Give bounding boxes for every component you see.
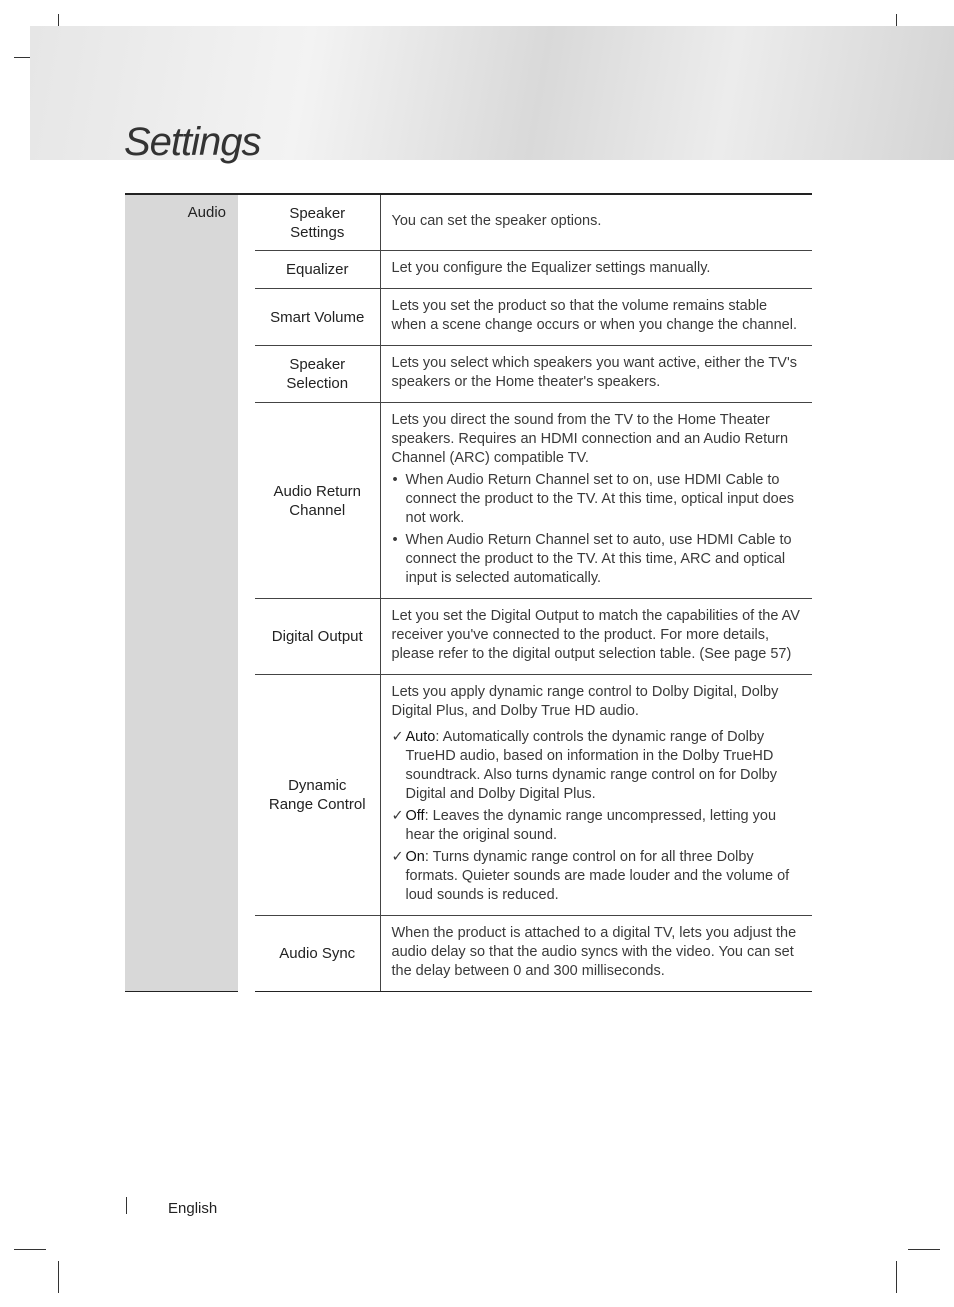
settings-table bbox=[125, 193, 812, 992]
option-item bbox=[392, 728, 803, 804]
option-item bbox=[392, 848, 803, 905]
item-cell: Smart Volume bbox=[255, 289, 380, 346]
checkmark-icon: ✓ bbox=[391, 729, 404, 745]
footer-language: English bbox=[168, 1200, 218, 1217]
description-cell bbox=[380, 675, 812, 916]
item-cell: Speaker Settings bbox=[255, 194, 380, 251]
option-term: Off bbox=[405, 808, 425, 824]
crop-mark bbox=[896, 1261, 897, 1293]
page-title: Settings bbox=[124, 120, 261, 164]
item-cell: Digital Output bbox=[255, 599, 380, 675]
description-cell: Lets you select which speakers you want active, either the TV's speakers or the Home theater's speakers. bbox=[380, 346, 812, 403]
description-cell: When the product is attached to a digital TV, lets you adjust the audio delay so that the audio syncs with the video. You can set the delay between 0 and 300 milliseconds. bbox=[380, 916, 812, 992]
table-row bbox=[125, 194, 812, 251]
option-text: : Leaves the dynamic range uncompressed, letting you hear the original sound. bbox=[405, 808, 777, 843]
option-term: On bbox=[405, 849, 425, 865]
bullet-item: • When Audio Return Channel set to on, use HDMI Cable to connect the product to the TV. At this time, optical input does not work. bbox=[392, 471, 803, 528]
item-cell: Dynamic Range Control bbox=[255, 675, 380, 916]
item-cell: Equalizer bbox=[255, 251, 380, 289]
category-cell: Audio bbox=[125, 194, 238, 992]
option-item bbox=[392, 807, 803, 845]
checkmark-icon: ✓ bbox=[391, 808, 404, 824]
option-text: : Automatically controls the dynamic range of Dolby TrueHD audio, based on information in the Dolby TrueHD soundtrack. Also turns dynamic range control on for Dolby Digital and Dolby Digital Plus. bbox=[405, 729, 778, 802]
description-cell bbox=[380, 403, 812, 599]
crop-mark bbox=[58, 1261, 59, 1293]
crop-mark bbox=[908, 1249, 940, 1250]
item-cell: Audio Sync bbox=[255, 916, 380, 992]
checkmark-icon: ✓ bbox=[391, 849, 404, 865]
item-cell: Audio Return Channel bbox=[255, 403, 380, 599]
footer-divider bbox=[126, 1197, 127, 1214]
description-cell: Let you configure the Equalizer settings manually. bbox=[380, 251, 812, 289]
option-text: : Turns dynamic range control on for all three Dolby formats. Quieter sounds are made louder and the volume of loud sounds is reduced. bbox=[405, 849, 790, 903]
description-cell: You can set the speaker options. bbox=[380, 194, 812, 251]
crop-mark bbox=[14, 1249, 46, 1250]
item-cell: Speaker Selection bbox=[255, 346, 380, 403]
description-text: Lets you apply dynamic range control to Dolby Digital, Dolby Digital Plus, and Dolby True HD audio. bbox=[391, 684, 779, 719]
description-cell: Lets you set the product so that the volume remains stable when a scene change occurs or when you change the channel. bbox=[380, 289, 812, 346]
option-term: Auto bbox=[405, 729, 436, 745]
description-text: Lets you direct the sound from the TV to the Home Theater speakers. Requires an HDMI connection and an Audio Return Channel (ARC) compatible TV. bbox=[391, 412, 789, 466]
bullet-item: • When Audio Return Channel set to auto, use HDMI Cable to connect the product to the TV. At this time, ARC and optical input is selected automatically. bbox=[392, 531, 803, 588]
description-cell: Let you set the Digital Output to match the capabilities of the AV receiver you've connected to the product. For more details, please refer to the digital output selection table. (See page 57) bbox=[380, 599, 812, 675]
